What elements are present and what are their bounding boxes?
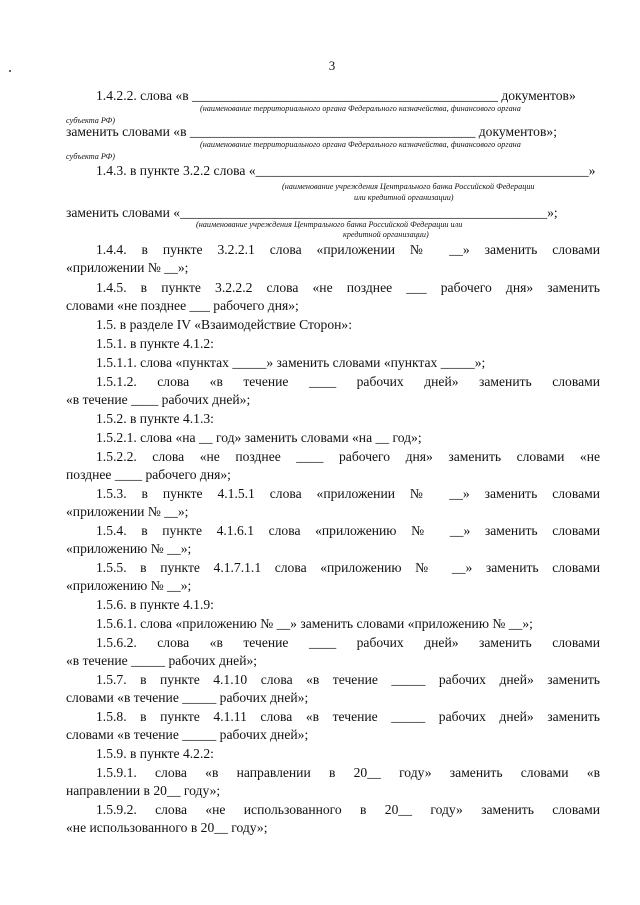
paragraph-line: 1.5.1. в пункте 4.1.2: xyxy=(96,336,214,351)
paragraph-line: «в течение _____ рабочих дней»; xyxy=(66,653,258,668)
field-caption: (наименование учреждения Центрального банка Российской Федерации или xyxy=(196,220,463,229)
paragraph-line: заменить словами «______________________________________________________»; xyxy=(66,205,558,220)
paragraph-line: 1.5.1.1. слова «пунктах _____» заменить словами «пунктах _____»; xyxy=(96,355,486,370)
field-caption: субъекта РФ) xyxy=(66,152,115,161)
paragraph-line: «не использованного в 20__ году»; xyxy=(66,820,268,835)
paragraph-line: 1.5.9. в пункте 4.2.2: xyxy=(96,746,214,761)
field-caption: (наименование учреждения Центрального банка Российской Федерации xyxy=(282,182,535,191)
paragraph-line: словами «не позднее ___ рабочего дня»; xyxy=(66,298,299,313)
paragraph-line: 1.5.2.1. слова «на __ год» заменить словами «на __ год»; xyxy=(96,430,422,445)
paragraph-line: 1.5.6. в пункте 4.1.9: xyxy=(96,597,214,612)
field-caption: субъекта РФ) xyxy=(66,116,115,125)
paragraph-line: 1.5.1.2. слова «в течение ____ рабочих дней» заменить словами xyxy=(96,374,600,389)
paragraph-line: 1.5.6.2. слова «в течение ____ рабочих дней» заменить словами xyxy=(96,635,600,650)
paragraph-line: «в течение ____ рабочих дней»; xyxy=(66,392,251,407)
paragraph-line: заменить словами «в __________________________________________ документов»; xyxy=(66,124,557,139)
paragraph-line: 1.5.3. в пункте 4.1.5.1 слова «приложении № __» заменить словами xyxy=(96,486,600,501)
paragraph-line: 1.5.4. в пункте 4.1.6.1 слова «приложению № __» заменить словами xyxy=(96,523,600,538)
paragraph-line: 1.5.8. в пункте 4.1.11 слова «в течение _____ рабочих дней» заменить xyxy=(96,709,600,724)
page-number: 3 xyxy=(328,58,336,73)
field-caption: кредитной организации) xyxy=(343,230,429,239)
paragraph-line: позднее ____ рабочего дня»; xyxy=(66,467,231,482)
field-caption: (наименование территориального органа Федерального казначейства, финансового органа xyxy=(200,140,521,149)
paragraph-line: 1.4.2.2. слова «в _____________________________________________ документов» xyxy=(96,88,576,103)
paragraph-line: 1.4.5. в пункте 3.2.2.2 слова «не позднее ___ рабочего дня» заменить xyxy=(96,280,600,295)
paragraph-line: направлении в 20__ году»; xyxy=(66,783,221,798)
field-caption: (наименование территориального органа Федерального казначейства, финансового органа xyxy=(200,104,521,113)
paragraph-line: 1.4.4. в пункте 3.2.2.1 слова «приложении № __» заменить словами xyxy=(96,242,600,257)
paragraph-line: «приложении № __»; xyxy=(66,504,189,519)
paragraph-line: 1.5.2.2. слова «не позднее ____ рабочего дня» заменить словами «не xyxy=(96,449,600,464)
paragraph-line: «приложению № __»; xyxy=(66,541,192,556)
paragraph-line: 1.5.2. в пункте 4.1.3: xyxy=(96,411,214,426)
paragraph-line: «приложению № __»; xyxy=(66,578,192,593)
paragraph-line: «приложении № __»; xyxy=(66,260,189,275)
paragraph-line: 1.5.6.1. слова «приложению № __» заменить словами «приложению № __»; xyxy=(96,616,533,631)
paragraph-line: словами «в течение _____ рабочих дней»; xyxy=(66,690,309,705)
paragraph-line: 1.5.9.1. слова «в направлении в 20__ году» заменить словами «в xyxy=(96,765,600,780)
paragraph-line: 1.5. в разделе IV «Взаимодействие Сторон»: xyxy=(96,317,352,332)
paragraph-line: 1.4.3. в пункте 3.2.2 слова «_________________________________________________» xyxy=(96,163,596,178)
field-caption: или кредитной организации) xyxy=(354,193,454,202)
paragraph-line: словами «в течение _____ рабочих дней»; xyxy=(66,727,309,742)
scan-speck xyxy=(9,70,11,72)
paragraph-line: 1.5.7. в пункте 4.1.10 слова «в течение _____ рабочих дней» заменить xyxy=(96,672,600,687)
paragraph-line: 1.5.9.2. слова «не использованного в 20__ году» заменить словами xyxy=(96,802,600,817)
paragraph-line: 1.5.5. в пункте 4.1.7.1.1 слова «приложению № __» заменить словами xyxy=(96,560,600,575)
